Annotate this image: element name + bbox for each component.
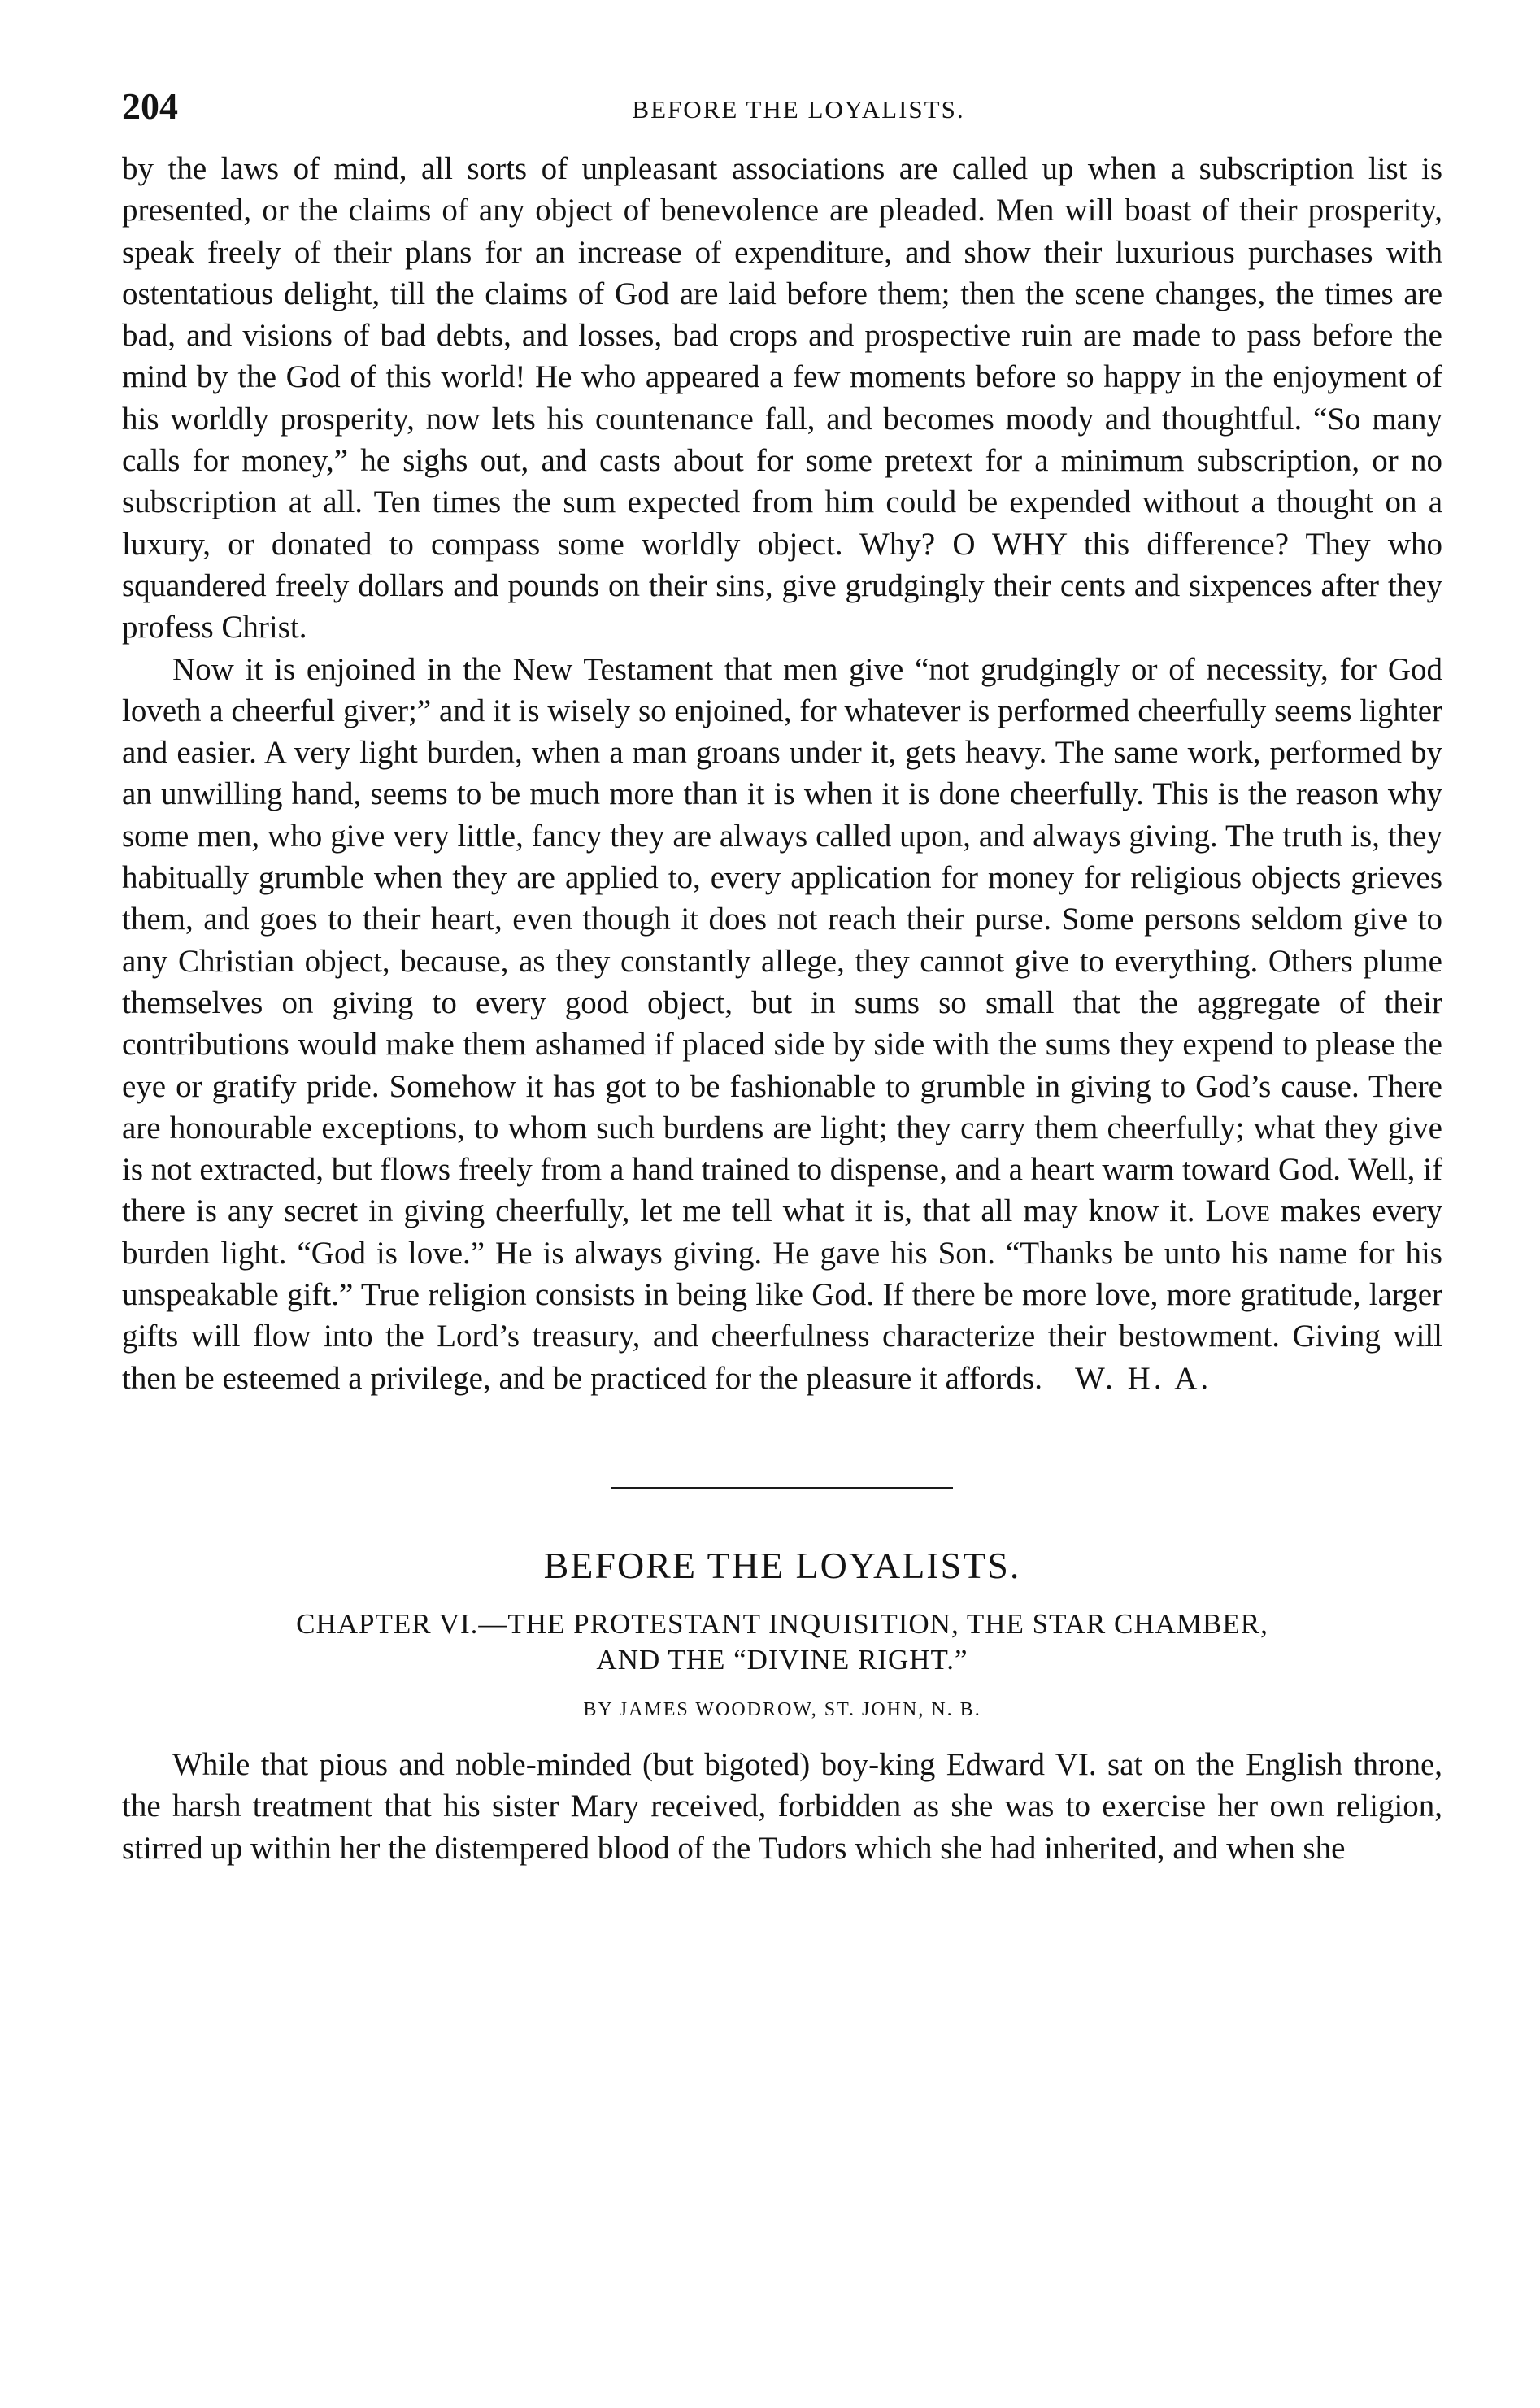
author-signature: W. H. A. [1074,1360,1212,1396]
page-number: 204 [122,85,178,127]
paragraph-2-text-after: makes every burden light. “God is love.” He is always giving. He gave his Son. “Thanks be unto his name for his unspeakable gift.” True religion consists in being like God. If there be more love, more gratitude, larger gifts will flow into the Lord’s treasury, and cheerfulness characterize their bestowment. Giving will then be esteemed a privilege, and be practiced for the pleasure it affords. [122,1193,1443,1396]
running-header [122,81,1442,132]
article-one-body [122,148,1442,1399]
article-two-body [122,1744,1442,1869]
paragraph-2-text-before: Now it is enjoined in the New Testament that men give “not grudgingly or of necessity, for God loveth a cheerful giver;” and it is wisely so enjoined, for whatever is performed cheerfully seems lighter and easier. A very light burden, when a man groans under it, gets heavy. The same work, performed by an unwilling hand, seems to be much more than it is when it is done cheerfully. This is the reason why some men, who give very little, fancy they are always called upon, and always giving. The truth is, they habitually grumble when they are applied to, every application for money for religious objects grieves them, and goes to their heart, even though it does not reach their purse. Some persons seldom give to any Christian object, because, as they constantly allege, they cannot give to everything. Others plume themselves on giving to every good object, but in sums so small that the aggregate of their contributions would make them ashamed if placed side by side with the sums they expend to please the eye or gratify pride. Somehow it has got to be fashionable to grumble in giving to God’s cause. There are honourable exceptions, to whom such burdens are light; they carry them cheerfully; what they give is not extracted, but flows freely from a hand trained to dispense, and a heart warm toward God. Well, if there is any secret in giving cheerfully, let me tell what it is, that all may know it. [122,651,1442,1229]
love-small-caps: Love [1205,1193,1270,1229]
article-one-paragraph-1: by the laws of mind, all sorts of unpleasant associations are called up when a subscription list is presented, or the claims of any object of benevolence are pleaded. Men will boast of their prosperity, speak freely of their plans for an increase of expenditure, and show their luxurious purchases with ostentatious delight, till the claims of God are laid before them; then the scene changes, the times are bad, and visions of bad debts, and losses, bad crops and prospective ruin are made to pass before the mind by the God of this world! He who appeared a few moments before so happy in the enjoyment of his worldly prosperity, now lets his countenance fall, and becomes moody and thoughtful. “So many calls for money,” he sighs out, and casts about for some pretext for a minimum subscription, or no subscription at all. Ten times the sum expected from him could be expended without a thought on a luxury, or donated to compass some worldly object. Why? O WHY this difference? They who squandered freely dollars and pounds on their sins, give grudgingly their cents and sixpences after they profess Christ. [122,151,1442,645]
chapter-title-line-2: AND THE “DIVINE RIGHT.” [596,1643,968,1676]
book-page [122,81,1442,1869]
article-one-paragraph-2 [122,649,1442,1399]
chapter-title [122,1606,1442,1678]
article-two-paragraph-1: While that pious and noble-minded (but bigoted) boy-king Edward VI. sat on the English throne, the harsh treatment that his sister Mary received, forbidden as she was to exercise her own religion, stirred up within her the distempered blood of the Tudors which she had inherited, and when she [122,1746,1442,1866]
section-divider [611,1487,953,1489]
byline: BY JAMES WOODROW, ST. JOHN, N. B. [583,1698,981,1720]
running-title: BEFORE THE LOYALISTS. [632,95,965,124]
chapter-title-line-1: CHAPTER VI.—THE PROTESTANT INQUISITION, THE STAR CHAMBER, [296,1607,1268,1640]
article-title: BEFORE THE LOYALISTS. [543,1544,1021,1586]
